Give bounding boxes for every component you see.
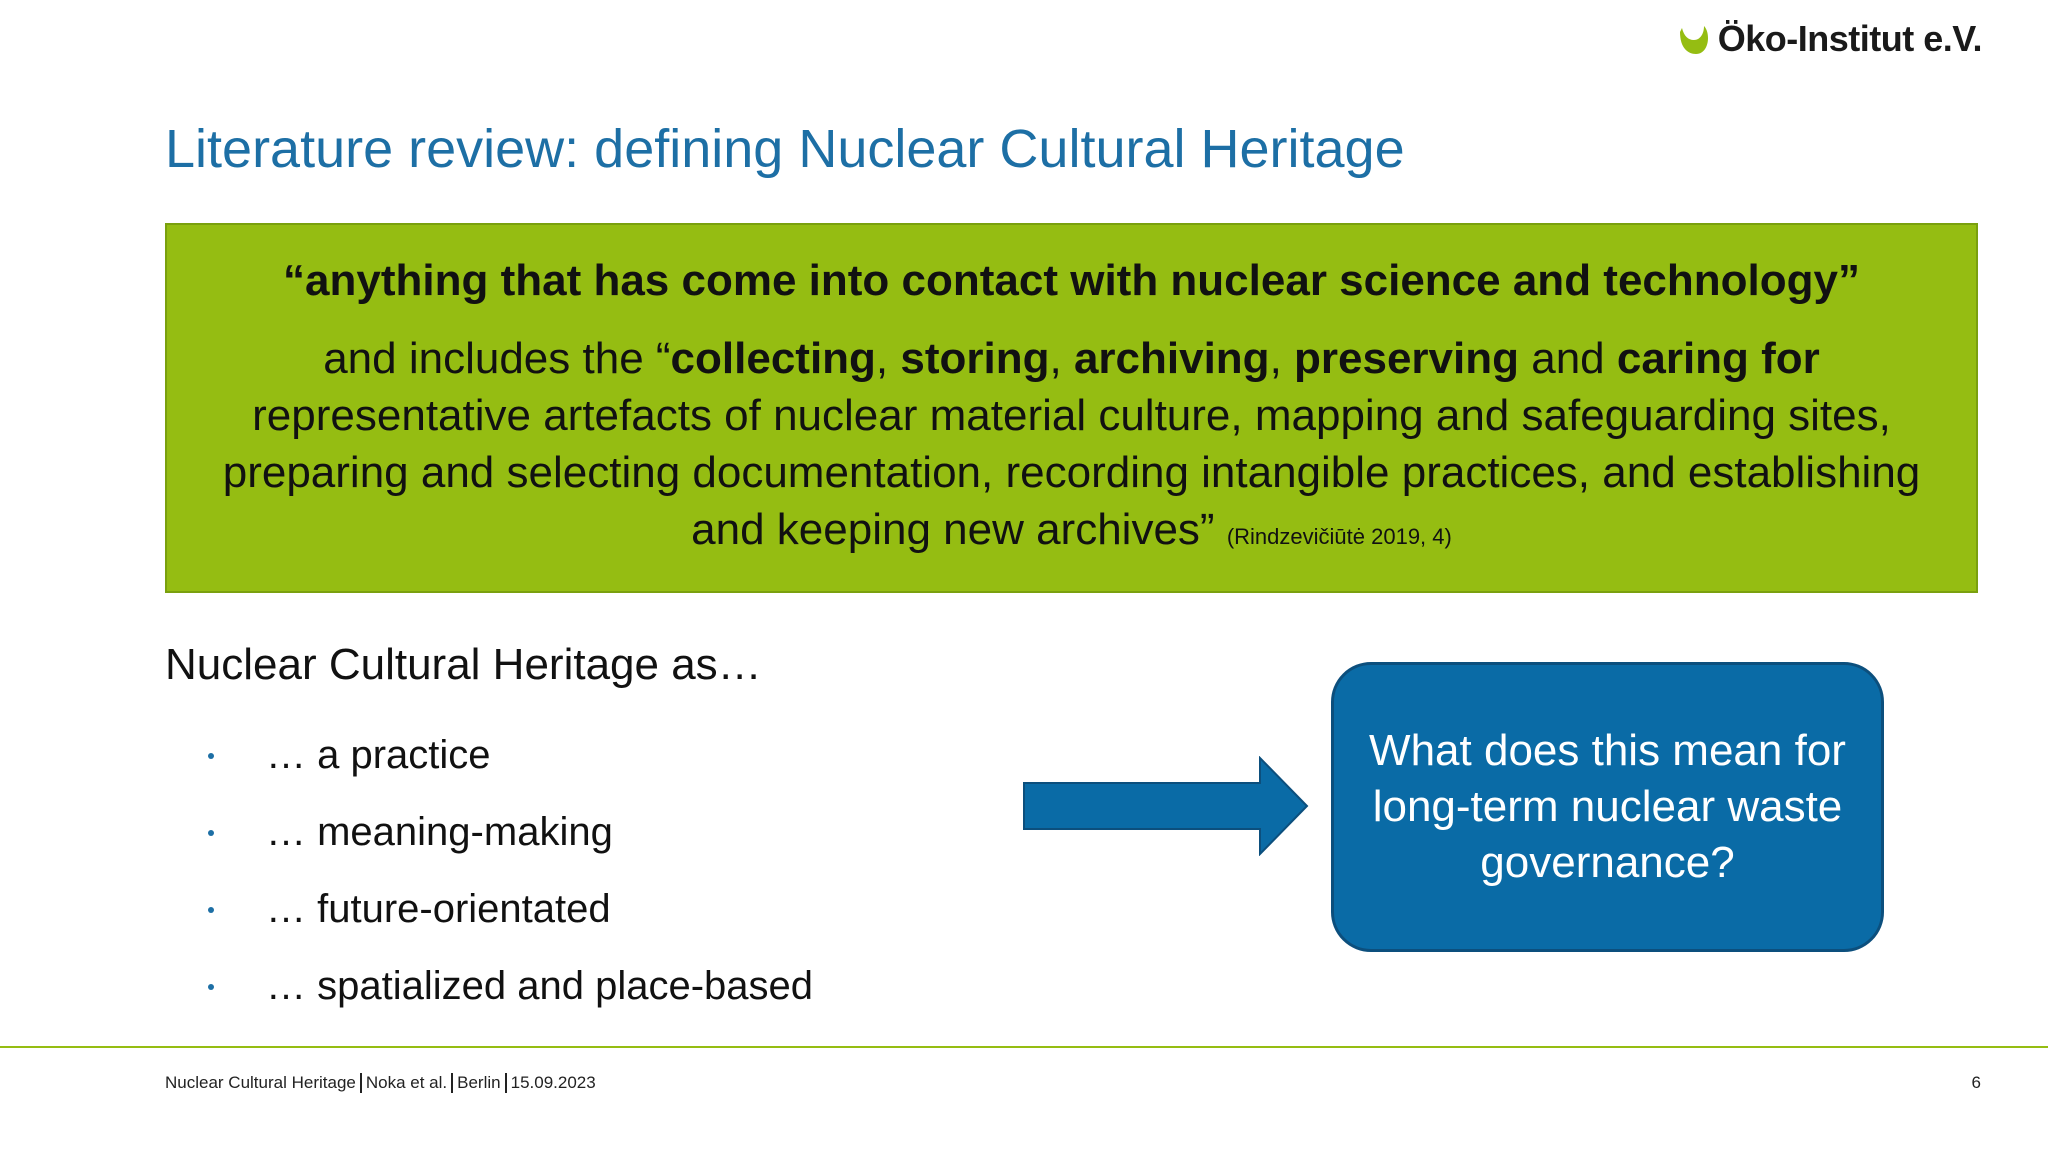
bullet-text: … future-orientated [266,887,611,931]
quote-and: and [1519,334,1617,383]
bullet-text: … meaning-making [266,810,613,854]
question-box: What does this mean for long-term nuclear waste governance? [1331,662,1884,952]
bullet-list [200,717,813,1025]
term-collecting: collecting [670,334,876,383]
bullet-icon [208,753,214,759]
list-item [200,871,813,948]
quote-comma: , [875,334,901,383]
section-subhead: Nuclear Cultural Heritage as… [165,640,762,689]
bullet-icon [208,984,214,990]
quote-body [167,330,1976,565]
quote-comma: , [1269,334,1295,383]
list-item [200,794,813,871]
slide-title: Literature review: defining Nuclear Cultural Heritage [165,119,1405,179]
quote-rest: representative artefacts of nuclear material culture, mapping and safeguarding sites, preparing and selecting documentation, recording intangible practices, and establishing and keeping new archives” [222,391,1921,554]
term-archiving: archiving [1073,334,1270,383]
bullet-icon [208,907,214,913]
citation: (Rindzevičiūtė 2019, 4) [1226,524,1452,549]
footer-divider [0,1046,2048,1048]
bullet-icon [208,830,214,836]
quote-intro: and includes the “ [323,334,671,383]
footer-separator [451,1073,453,1093]
leaf-icon [1676,22,1710,56]
oeko-institut-logo [1676,18,1982,60]
footer-date: 15.09.2023 [510,1073,596,1092]
quote-comma: , [1049,334,1074,383]
quote-headline: “anything that has come into contact with nuclear science and technology” [283,256,1860,305]
footer-separator [505,1073,507,1093]
footer-topic: Nuclear Cultural Heritage [165,1073,356,1092]
quote-box [165,223,1978,593]
logo-text: Öko-Institut e.V. [1717,18,1982,59]
term-storing: storing [900,334,1050,383]
bullet-text: … spatialized and place-based [266,964,814,1008]
footer-authors: Noka et al. [365,1073,448,1092]
list-item [200,948,813,1025]
footer-place: Berlin [457,1073,501,1092]
right-arrow-icon [1022,756,1312,856]
page-number: 6 [1971,1073,1981,1092]
bullet-text: … a practice [266,733,491,777]
footer [165,1073,596,1093]
footer-separator [360,1073,362,1093]
term-caring-for: caring for [1616,334,1820,383]
term-preserving: preserving [1294,334,1519,383]
list-item [200,717,813,794]
